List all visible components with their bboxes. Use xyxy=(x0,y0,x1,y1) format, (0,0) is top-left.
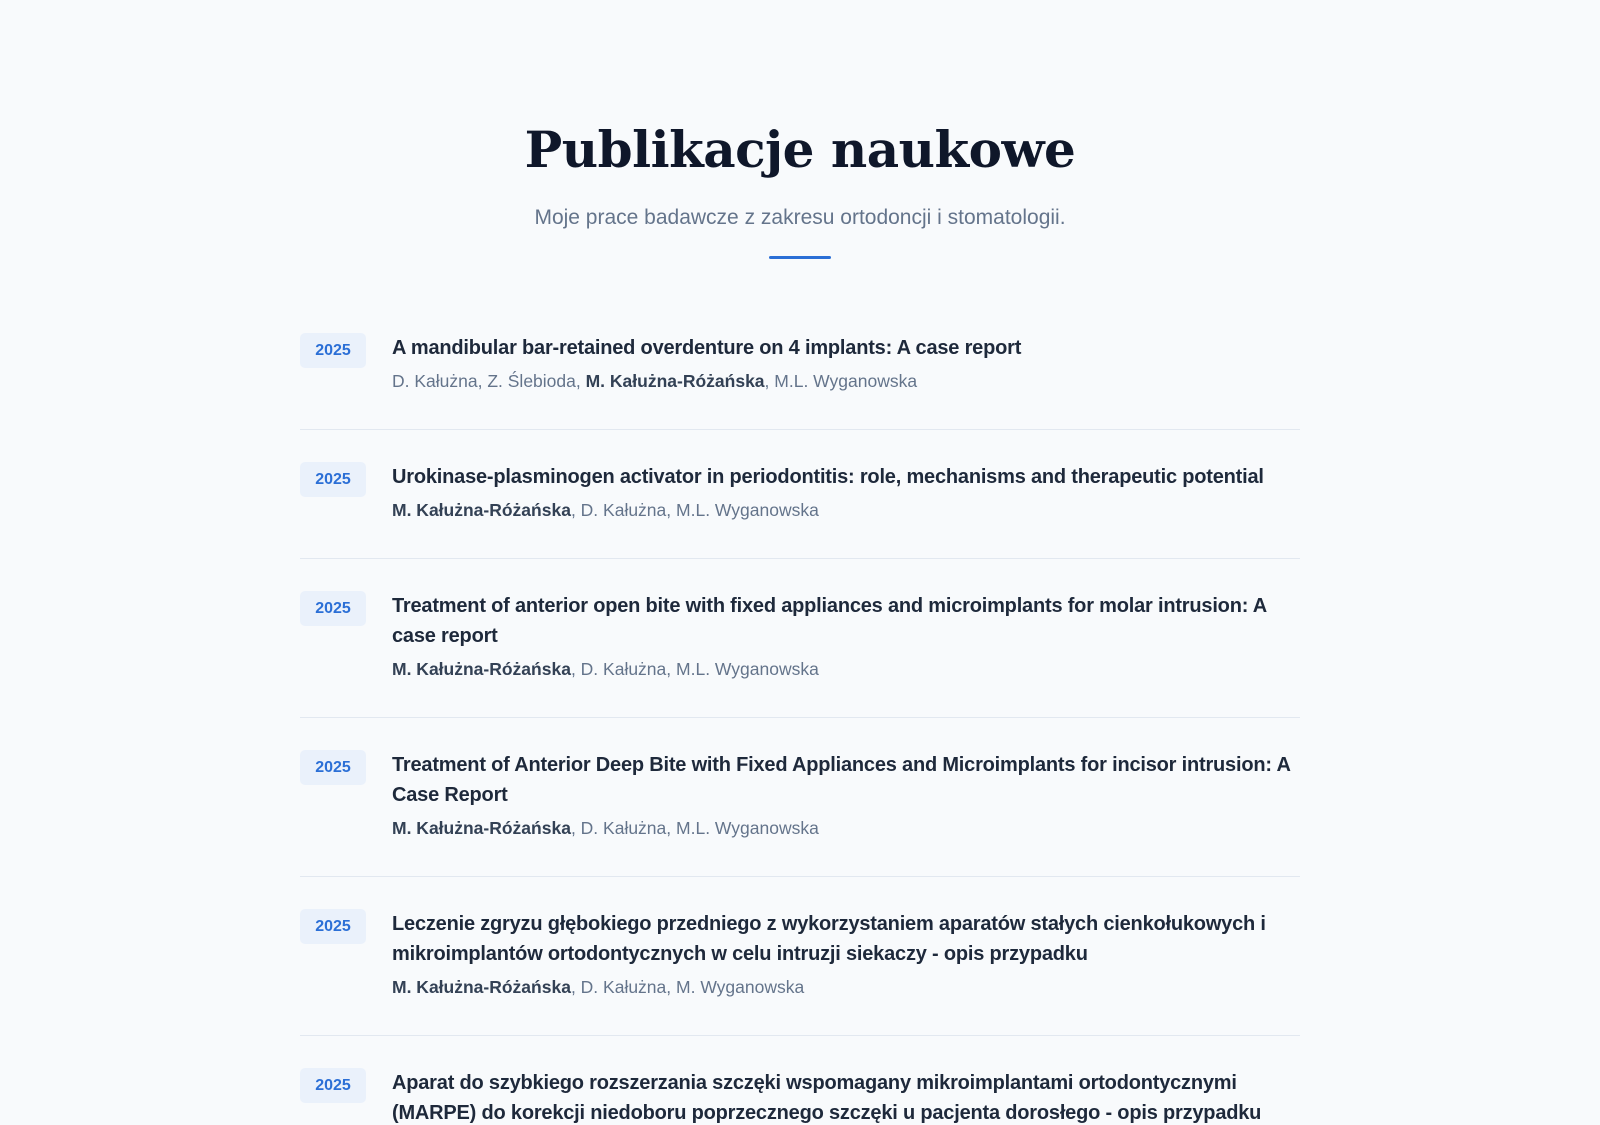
author-name: D. Kałużna xyxy=(580,659,667,679)
publication-authors: M. Kałużna-Różańska, D. Kałużna, M.L. Wyganowska xyxy=(392,659,819,679)
item-separator xyxy=(300,717,1300,718)
publication-body xyxy=(392,909,1312,999)
item-separator xyxy=(300,558,1300,559)
year-badge: 2025 xyxy=(300,909,366,944)
author-name: D. Kałużna xyxy=(580,500,667,520)
author-name-highlighted: M. Kałużna-Różańska xyxy=(585,371,765,391)
author-name-highlighted: M. Kałużna-Różańska xyxy=(392,659,571,679)
year-badge: 2025 xyxy=(300,1068,366,1103)
publication-body xyxy=(392,750,1312,840)
year-badge: 2025 xyxy=(300,591,366,626)
publication-title: Urokinase-plasminogen activator in periodontitis: role, mechanisms and therapeutic potential xyxy=(392,466,1264,488)
author-name: M.L. Wyganowska xyxy=(774,371,918,391)
publication-title: Leczenie zgryzu głębokiego przedniego z wykorzystaniem aparatów stałych cienkołukowych i mikroimplantów ortodontycznych w celu intruzji siekaczy - opis przypadku xyxy=(392,913,1266,965)
publication-title: Aparat do szybkiego rozszerzania szczęki wspomagany mikroimplantami ortodontycznymi (MARPE) do korekcji niedoboru poprzecznego szczęki u pacjenta dorosłego - opis przypadku xyxy=(392,1072,1262,1124)
publication-title: A mandibular bar-retained overdenture on 4 implants: A case report xyxy=(392,337,1022,359)
author-name-highlighted: M. Kałużna-Różańska xyxy=(392,500,571,520)
publication-title: Treatment of anterior open bite with fixed appliances and microimplants for molar intrusion: A case report xyxy=(392,595,1267,647)
year-badge: 2025 xyxy=(300,333,366,368)
publication-body xyxy=(392,462,1312,522)
page-subtitle: Moje prace badawcze z zakresu ortodoncji i stomatologii. xyxy=(534,206,1066,229)
author-name: M.L. Wyganowska xyxy=(676,659,819,679)
publication-authors: M. Kałużna-Różańska, D. Kałużna, M.L. Wyganowska xyxy=(392,818,819,838)
author-name: M.L. Wyganowska xyxy=(676,500,819,520)
author-name: D. Kałużna xyxy=(580,818,667,838)
author-name-highlighted: M. Kałużna-Różańska xyxy=(392,977,571,997)
publication-authors: D. Kałużna, Z. Ślebioda, M. Kałużna-Różańska, M.L. Wyganowska xyxy=(392,371,918,391)
publication-body xyxy=(392,333,1312,393)
page-title: Publikacje naukowe xyxy=(524,120,1076,179)
publication-list xyxy=(300,0,1300,1125)
item-separator xyxy=(300,876,1300,877)
publication-authors: M. Kałużna-Różańska, D. Kałużna, M. Wyganowska xyxy=(392,977,805,997)
author-name: D. Kałużna xyxy=(392,371,478,391)
year-badge: 2025 xyxy=(300,462,366,497)
author-name: Z. Ślebioda xyxy=(487,371,576,391)
publication-title: Treatment of Anterior Deep Bite with Fixed Appliances and Microimplants for incisor intrusion: A Case Report xyxy=(392,754,1290,806)
author-name: M.L. Wyganowska xyxy=(676,818,819,838)
publication-body xyxy=(392,591,1312,681)
item-separator xyxy=(300,429,1300,430)
author-name-highlighted: M. Kałużna-Różańska xyxy=(392,818,571,838)
item-separator xyxy=(300,1035,1300,1036)
author-name: M. Wyganowska xyxy=(676,977,805,997)
author-name: D. Kałużna xyxy=(580,977,667,997)
publication-authors: M. Kałużna-Różańska, D. Kałużna, M.L. Wyganowska xyxy=(392,500,819,520)
year-badge: 2025 xyxy=(300,750,366,785)
publication-body xyxy=(392,1068,1312,1125)
